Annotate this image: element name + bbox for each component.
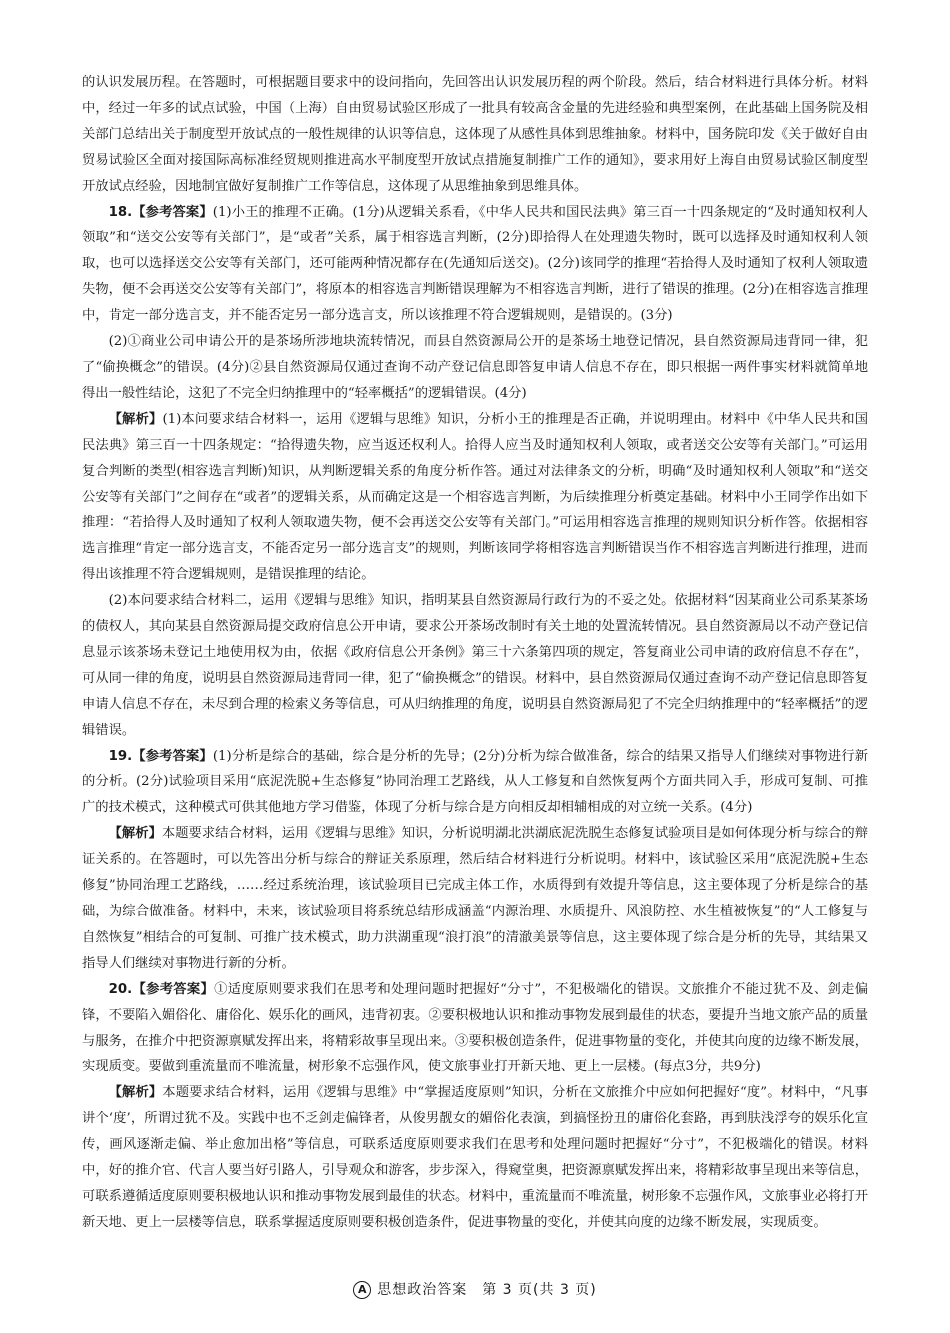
q19-answer-text: (1)分析是综合的基础，综合是分析的先导；(2分)分析为综合做准备，综合的结果又指导人们继续对事物进行新的分析。(2分)试验项目采用“底泥洗脱+生态修复”协同治理工艺路线，从人工修复和自然恢复两个方面共同入手，形成可复制、可推广的技术模式，这种模式可供其他地方学习借鉴，体现了分析与综合是方向相反却相辅相成的对立统一关系。(4分) — [82, 748, 868, 816]
q19-analysis — [82, 821, 868, 976]
q18-answer-label: 18.【参考答案】 — [108, 204, 213, 220]
q18-analysis-part1 — [82, 407, 868, 588]
q19-answer — [82, 744, 868, 822]
footer-page-text: 思想政治答案 第 3 页(共 3 页) — [377, 1282, 597, 1298]
q20-answer — [82, 977, 868, 1081]
q18-analysis-label: 【解析】 — [108, 411, 163, 427]
q19-analysis-label: 【解析】 — [108, 826, 162, 842]
q19-analysis-text: 本题要求结合材料，运用《逻辑与思维》知识，分析说明湖北洪湖底泥洗脱生态修复试验项目是如何体现分析与综合的辩证关系的。在答题时，可以先答出分析与综合的辩证关系原理，然后结合材料进行分析说明。材料中，该试验区采用“底泥洗脱+生态修复”协同治理工艺路线，……经过系统治理，该试验项目已完成主体工作，水质得到有效提升等信息，这主要体现了分析是综合的基础，为综合做准备。材料中，未来，该试验项目将系统总结形成涵盖“内源治理、水质提升、风浪防控、水生植被恢复”的“人工修复与自然恢复”相结合的可复制、可推广技术模式，助力洪湖重现“浪打浪”的清澈美景等信息，这主要体现了综合是分析的先导，其结果又指导人们继续对事物进行新的分析。 — [82, 826, 869, 971]
q20-answer-label: 20.【参考答案】 — [108, 981, 215, 997]
intro-paragraph: 的认识发展历程。在答题时，可根据题目要求中的设问指向，先回答出认识发展历程的两个阶段。然后，结合材料进行具体分析。材料中，经过一年多的试点试验，中国（上海）自由贸易试验区形成了一批具有较高含金量的先进经验和典型案例，在此基础上国务院及相关部门总结出关于制度型开放试点的一般性规律的认识等信息，这体现了从感性具体到思维抽象。材料中，国务院印发《关于做好自由贸易试验区全面对接国际高标准经贸规则推进高水平制度型开放试点措施复制推广工作的通知》，要求用好上海自由贸易试验区制度型开放试点经验，因地制宜做好复制推广工作等信息，这体现了从思维抽象到思维具体。 — [82, 75, 868, 194]
q20-analysis-text: 本题要求结合材料，运用《逻辑与思维》中“掌握适度原则”知识，分析在文旅推介中应如何把握好“度”。材料中，“凡事讲个‘度’，所谓过犹不及。实践中也不乏剑走偏锋者，从俊男靓女的媚俗化表演，到搞怪扮丑的庸俗化套路，再到肤浅浮夸的娱乐化宣传，画风逐渐走偏、举止愈加出格”等信息，可联系适度原则要求我们在思考和处理问题时把握好“分寸”，不犯极端化的错误。材料中，好的推介官、代言人要当好引路人，引导观众和游客，步步深入，得窥堂奥，把资源禀赋发挥出来，将精彩故事呈现出来等信息，可联系遵循适度原则要积极地认识和推动事物发展到最佳的状态。材料中，重流量而不唯流量，树形象不忘强作风，文旅事业必将打开新天地、更上一层楼等信息，联系掌握适度原则要积极创造条件，促进事物量的变化，并使其向度的边缘不断发展，实现质变。 — [82, 1085, 868, 1230]
page-footer — [0, 1279, 950, 1299]
q20-answer-text: ①适度原则要求我们在思考和处理问题时把握好“分寸”，不犯极端化的错误。文旅推介不能过犹不及、剑走偏锋，不要陷入媚俗化、庸俗化、娱乐化的画风，违背初衷。②要积极地认识和推动事物发展到最佳的状态，要提升当地文旅产品的质量与服务，在推介中把资源禀赋发挥出来，将精彩故事呈现出来。③要积极创造条件，促进事物量的变化，并使其向度的边缘不断发展，实现质变。要做到重流量而不唯流量，树形象不忘强作风，使文旅事业打开新天地、更上一层楼。(每点3分，共9分) — [82, 981, 868, 1075]
q18-answer-part2: (2)①商业公司申请公开的是茶场所涉地块流转情况，而县自然资源局公开的是茶场土地登记情况，县自然资源局违背同一律，犯了“偷换概念”的错误。(4分)②县自然资源局仅通过查询不动产登记信息即答复申请人信息不存在，即只根据一两件事实材料就简单地得出一般性结论，这犯了不完全归纳推理中的“轻率概括”的逻辑错误。(4分) — [82, 334, 868, 401]
q18-analysis-part2: (2)本问要求结合材料二，运用《逻辑与思维》知识，指明某县自然资源局行政行为的不妥之处。依据材料“因某商业公司系某茶场的债权人，其向某县自然资源局提交政府信息公开申请，要求公开茶场改制时有关土地的处置流转情况。县自然资源局以不动产登记信息显示该茶场未登记土地使用权为由，依据《政府信息公开条例》第三十六条第四项的规定，答复商业公司申请的政府信息不存在”，可从同一律的角度，说明县自然资源局违背同一律，犯了“偷换概念”的错误。材料中，县自然资源局仅通过查询不动产登记信息即答复申请人信息不存在，未尽到合理的检索义务等信息，可从归纳推理的角度，说明县自然资源局犯了不完全归纳推理中的“轻率概括”的逻辑错误。 — [82, 593, 869, 738]
q18-answer-part1 — [82, 200, 868, 330]
q19-answer-label: 19.【参考答案】 — [108, 748, 213, 764]
q20-analysis-label: 【解析】 — [108, 1085, 163, 1101]
q20-analysis — [82, 1080, 868, 1235]
q18-analysis1-text: (1)本问要求结合材料一，运用《逻辑与思维》知识，分析小王的推理是否正确，并说明理由。材料中《中华人民共和国民法典》第三百一十四条规定：“拾得遗失物，应当返还权利人。拾得人应当及时通知权利人领取，或者送交公安等有关部门。”可运用复合判断的类型(相容选言判断)知识，从判断逻辑关系的角度分析作答。通过对法律条文的分析，明确“及时通知权利人领取”和“送交公安等有关部门”之间存在“或者”的逻辑关系，从而确定这是一个相容选言判断，为后续推理分析奠定基础。材料中小王同学作出如下推理：“若拾得人及时通知了权利人领取遗失物，便不会再送交公安等有关部门。”可运用相容选言推理的规则知识分析作答。依据相容选言推理“肯定一部分选言支，不能否定另一部分选言支”的规则，判断该同学将相容选言判断错误当作不相容选言判断进行推理，进而得出该推理不符合逻辑规则，是错误推理的结论。 — [82, 411, 868, 583]
version-a-circle-icon: A — [353, 1281, 371, 1299]
q18-answer1-text: (1)小王的推理不正确。(1分)从逻辑关系看，《中华人民共和国民法典》第三百一十四条规定的“及时通知权利人领取”和“送交公安等有关部门”，是“或者”关系，属于相容选言判断，(2分)即拾得人在处理遗失物时，既可以选择及时通知权利人领取，也可以选择送交公安等有关部门，还可能两种情况都存在(先通知后送交)。(2分)该同学的推理“若拾得人及时通知了权利人领取遗失物，便不会再送交公安等有关部门”，将原本的相容选言判断错误理解为不相容选言判断，进行了错误的推理。(2分)在相容选言推理中，肯定一部分选言支，并不能否定另一部分选言支，所以该推理不符合逻辑规则，是错误的。(3分) — [82, 204, 868, 324]
